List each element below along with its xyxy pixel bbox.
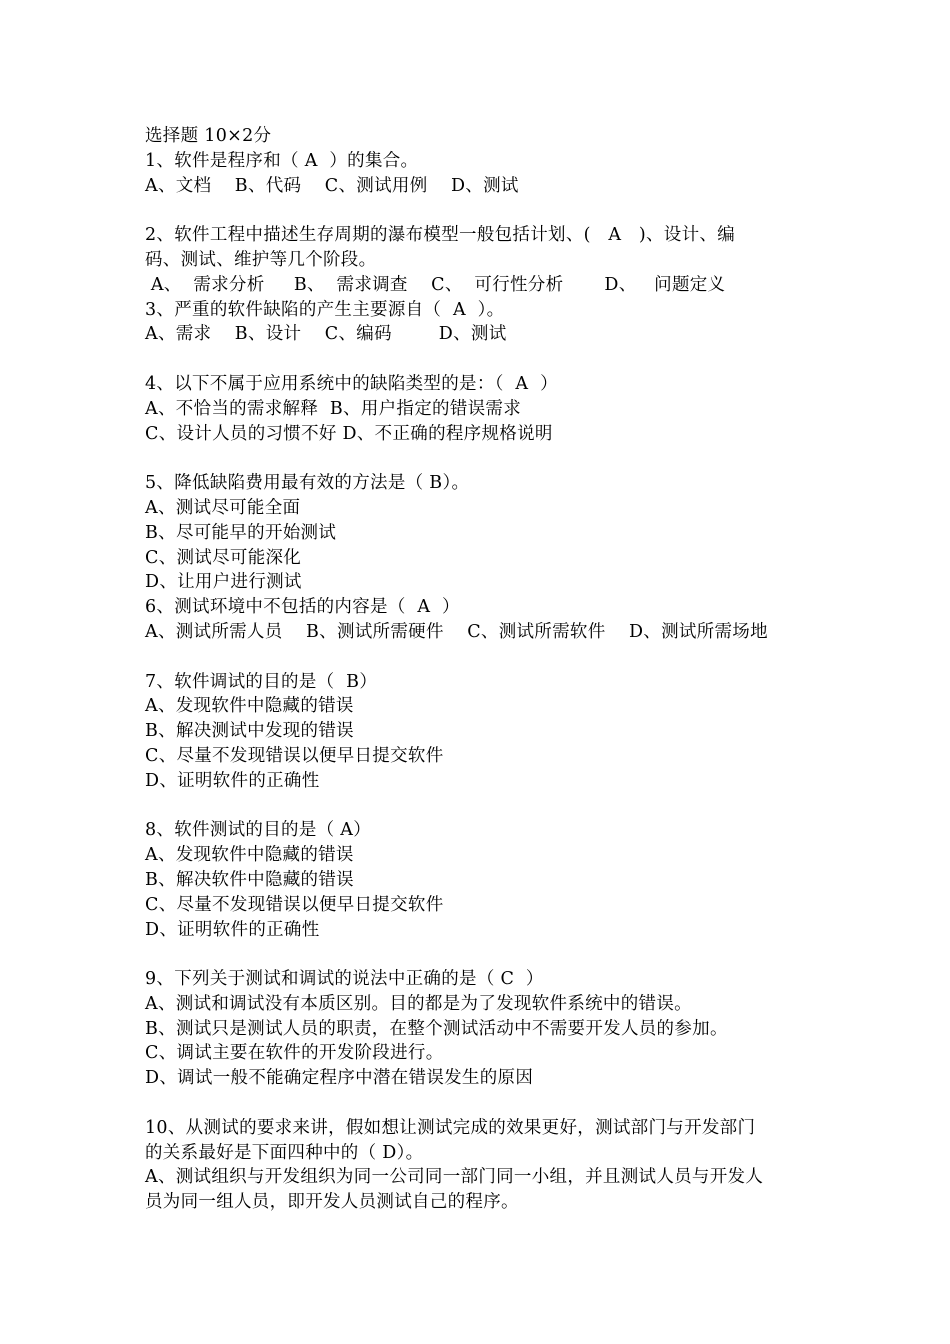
blank-line	[145, 1091, 815, 1116]
text-line: C、设计人员的习惯不好 D、不正确的程序规格说明	[145, 423, 553, 444]
text-line: C、尽量不发现错误以便早日提交软件	[145, 894, 444, 915]
text-line: 码、测试、维护等几个阶段。	[145, 249, 377, 270]
text-line: A、不恰当的需求解释 B、用户指定的错误需求	[145, 398, 522, 419]
text-line: B、尽可能早的开始测试	[145, 522, 337, 543]
blank-line	[145, 794, 815, 819]
text-line: A、测试尽可能全面	[145, 497, 301, 518]
text-line: 4、以下不属于应用系统中的缺陷类型的是：（ A ）	[145, 373, 558, 394]
blank-line	[145, 645, 815, 670]
text-line: A、测试和调试没有本质区别。目的都是为了发现软件系统中的错误。	[145, 993, 692, 1014]
text-line: 8、软件测试的目的是（ A）	[145, 820, 372, 841]
text-line: A、测试所需人员 B、测试所需硬件 C、测试所需软件 D、测试所需场地	[145, 621, 768, 642]
text-line: A、需求 B、设计 C、编码 D、测试	[145, 324, 507, 345]
text-line: C、测试尽可能深化	[145, 547, 302, 568]
text-line: C、尽量不发现错误以便早日提交软件	[145, 745, 444, 766]
text-line: A、发现软件中隐藏的错误	[145, 845, 354, 866]
blank-line	[145, 942, 815, 967]
text-line: A、 需求分析 B、 需求调查 C、 可行性分析 D、 问题定义	[145, 274, 726, 295]
text-line: 7、软件调试的目的是（ B）	[145, 671, 378, 692]
blank-line	[145, 347, 815, 372]
text-line: C、调试主要在软件的开发阶段进行。	[145, 1043, 444, 1064]
text-line: D、证明软件的正确性	[145, 770, 320, 791]
text-line: B、解决软件中隐藏的错误	[145, 869, 354, 890]
text-line: 1、软件是程序和（ A ）的集合。	[145, 150, 419, 171]
document-page	[145, 124, 815, 1215]
text-line: A、测试组织与开发组织为同一公司同一部门同一小组，并且测试人员与开发人	[145, 1167, 764, 1188]
blank-line	[145, 446, 815, 471]
text-line: D、调试一般不能确定程序中潜在错误发生的原因	[145, 1068, 534, 1089]
text-line: B、测试只是测试人员的职责，在整个测试活动中不需要开发人员的参加。	[145, 1018, 728, 1039]
text-line: 3、严重的软件缺陷的产生主要源自（ A ）。	[145, 299, 505, 320]
text-line: 10、从测试的要求来讲，假如想让测试完成的效果更好，测试部门与开发部门	[145, 1117, 756, 1138]
text-line: 6、测试环境中不包括的内容是（ A ）	[145, 597, 460, 618]
text-line: 选择题 10×2分	[145, 126, 272, 146]
blank-line	[145, 198, 815, 223]
text-line: 2、软件工程中描述生存周期的瀑布模型一般包括计划、( A )、设计、编	[145, 225, 736, 246]
text-line: 9、下列关于测试和调试的说法中正确的是（ C ）	[145, 969, 544, 990]
text-line: A、文档 B、代码 C、测试用例 D、测试	[145, 175, 519, 196]
text-line: 的关系最好是下面四种中的（ D）。	[145, 1142, 424, 1163]
text-line: A、发现软件中隐藏的错误	[145, 696, 354, 717]
text-line: D、让用户进行测试	[145, 572, 302, 593]
text-line: B、解决测试中发现的错误	[145, 721, 354, 742]
text-line: 5、降低缺陷费用最有效的方法是（ B）。	[145, 473, 470, 494]
text-line: 员为同一组人员，即开发人员测试自己的程序。	[145, 1192, 519, 1213]
text-line: D、证明软件的正确性	[145, 919, 320, 940]
